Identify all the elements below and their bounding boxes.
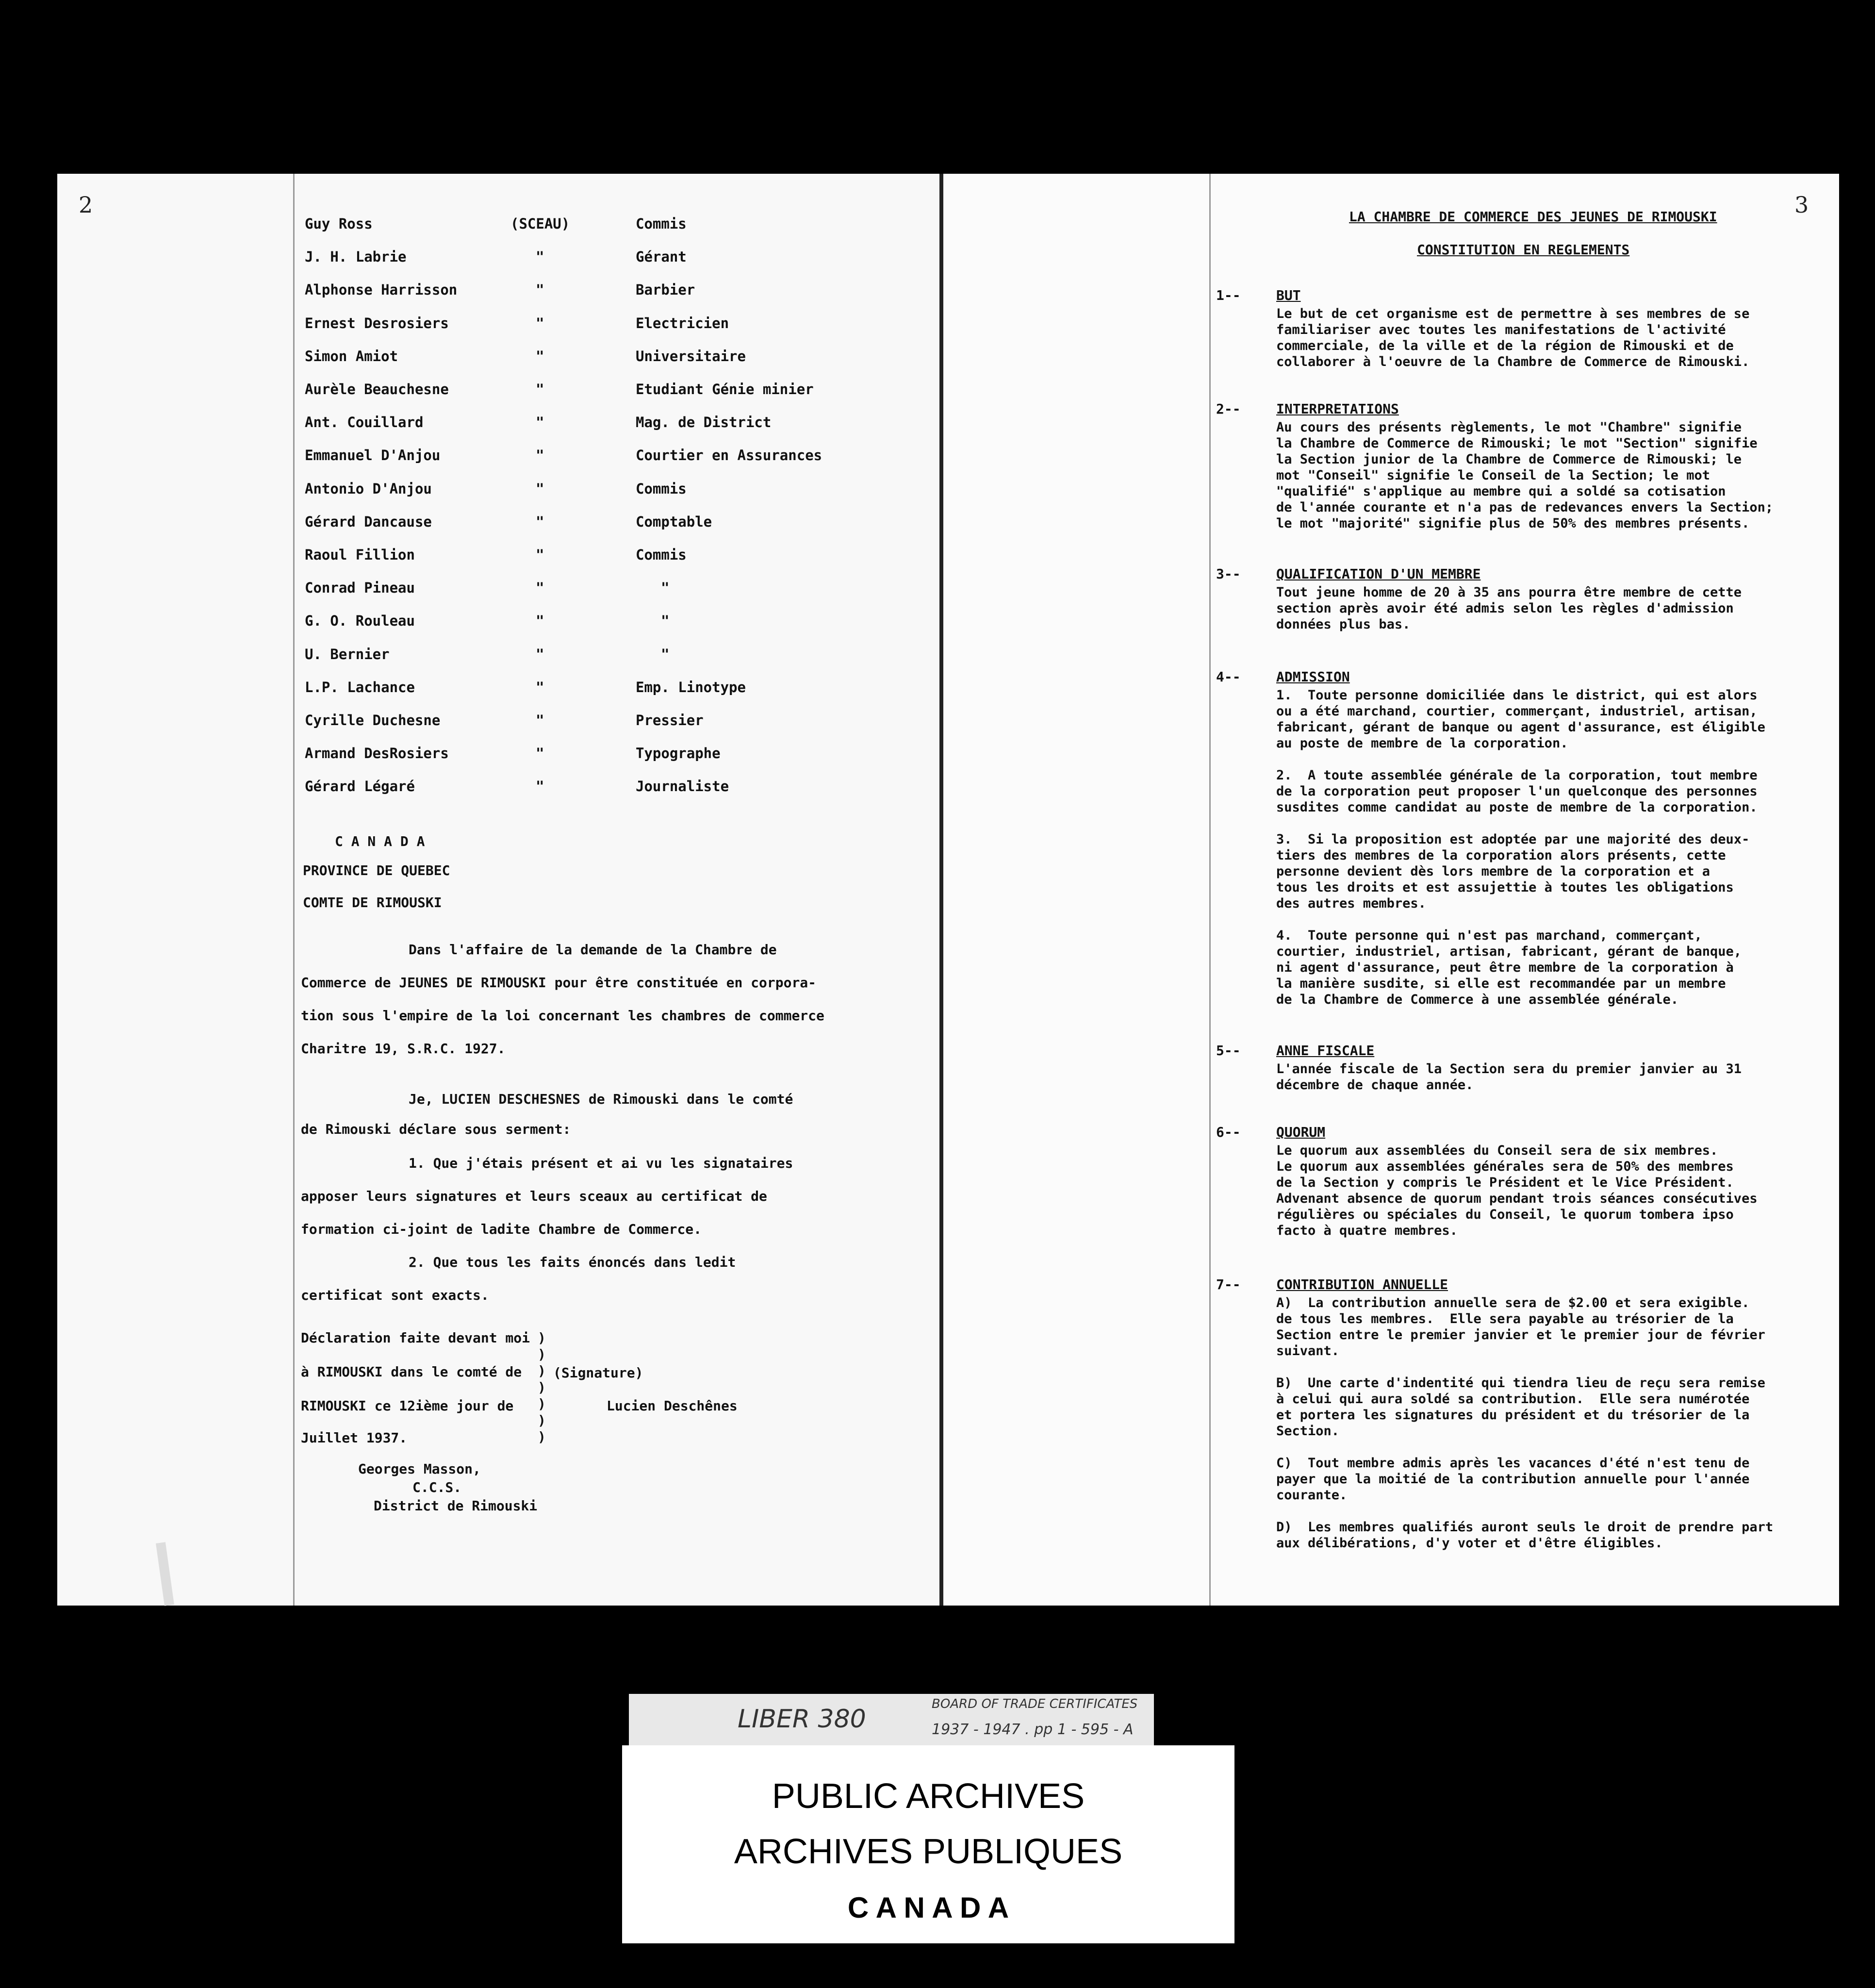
- signatory-occupation: Etudiant Génie minier: [636, 381, 814, 398]
- archive-line-country: C A N A D A: [847, 1891, 1009, 1924]
- section-body: Le but de cet organisme est de permettre à ses membres de se familiariser avec toutes les manifestations de l'activité commerciale, de la ville et de la région de Rimouski et de collaborer à l'oeuvre de la Chambre de Commerce de Rimouski.: [1276, 306, 1750, 369]
- signatory-seal-mark: ": [536, 248, 544, 265]
- declaration-line: 1. Que j'étais présent et ai vu les signataires: [409, 1155, 793, 1171]
- archive-stamp-card: [622, 1745, 1234, 1943]
- signer-name: Lucien Deschênes: [607, 1398, 738, 1414]
- signatory-seal-mark: ": [536, 282, 544, 298]
- commissioner-title: C.C.S.: [412, 1479, 462, 1495]
- signatory-seal-mark: ": [536, 580, 544, 596]
- signatory-occupation: Commis: [636, 215, 687, 232]
- jurisdiction-country: C A N A D A: [335, 833, 425, 849]
- section-number: 1--: [1216, 287, 1241, 303]
- signatory-seal-mark: ": [536, 414, 544, 431]
- document-subtitle: CONSTITUTION EN REGLEMENTS: [1417, 242, 1630, 258]
- signatory-name: Alphonse Harrisson: [305, 282, 458, 298]
- right-margin-line: [1209, 174, 1211, 1606]
- signatory-seal-mark: ": [536, 778, 544, 795]
- signatory-seal-mark: ": [536, 712, 544, 729]
- declaration-line: Commerce de JEUNES DE RIMOUSKI pour être constituée en corpora-: [301, 975, 817, 991]
- page-number-left: 2: [79, 192, 93, 218]
- commissioner-name: Georges Masson,: [358, 1461, 481, 1477]
- liber-number: LIBER 380: [738, 1705, 866, 1734]
- section-number: 5--: [1216, 1043, 1241, 1059]
- declaration-line: Dans l'affaire de la demande de la Chambre de: [409, 942, 777, 958]
- section-heading: ANNE FISCALE: [1276, 1043, 1375, 1059]
- jurisdiction-province: PROVINCE DE QUEBEC: [303, 862, 450, 878]
- signatory-name: Raoul Fillion: [305, 547, 415, 563]
- declaration-line: Charitre 19, S.R.C. 1927.: [301, 1041, 506, 1057]
- section-heading: INTERPRETATIONS: [1276, 401, 1399, 417]
- declaration-line: 2. Que tous les faits énoncés dans ledit: [409, 1254, 736, 1270]
- sworn-line: Déclaration faite devant moi: [301, 1330, 530, 1346]
- section-body: L'année fiscale de la Section sera du premier janvier au 31 décembre de chaque année.: [1276, 1061, 1742, 1093]
- collection-range: 1937 - 1947 . pp 1 - 595 - A: [932, 1721, 1134, 1738]
- signatory-name: Conrad Pineau: [305, 580, 415, 596]
- section-body: 1. Toute personne domiciliée dans le district, qui est alors ou a été marchand, courtier, commerçant, industriel, artisan, fabricant, gérant de banque ou agent d'assurance, est éligible au poste de membre de la corporation. 2. A toute assemblée générale de la corporation, tout membre de la corporation peut proposer l'un quelconque des personnes susdites comme candidat au poste de membre de la corporation. 3. Si la proposition est adoptée par une majorité des deux- tiers des membres de la corporation alors présents, cette personne devient dès lors membre de la corporation et a tous les droits et est assujettie à toutes les obligations des autres membres. 4. Toute personne qui n'est pas marchand, commerçant, courtier, industriel, artisan, fabricant, gérant de banque, ni agent d'assurance, peut être membre de la corporation à la manière susdite, si elle est recommandée par un membre de la Chambre de Commerce à une assemblée générale.: [1276, 688, 1765, 1007]
- signatory-seal-mark: ": [536, 381, 544, 398]
- signatory-name: Simon Amiot: [305, 348, 398, 364]
- signatory-name: Ernest Desrosiers: [305, 315, 449, 331]
- signatory-name: G. O. Rouleau: [305, 613, 415, 629]
- signatory-seal-mark: ": [536, 547, 544, 563]
- signatory-seal-mark: ": [536, 480, 544, 497]
- section-heading: ADMISSION: [1276, 669, 1350, 685]
- book-gutter: [939, 174, 943, 1606]
- signatory-occupation: Emp. Linotype: [636, 679, 746, 696]
- signatory-name: Antonio D'Anjou: [305, 480, 432, 497]
- signatory-seal-mark: ": [536, 745, 544, 762]
- left-margin-line: [293, 174, 295, 1606]
- signatory-occupation: Commis: [636, 547, 687, 563]
- sworn-line: à RIMOUSKI dans le comté de: [301, 1364, 522, 1380]
- section-heading: CONTRIBUTION ANNUELLE: [1276, 1276, 1448, 1292]
- signatory-name: Gérard Dancause: [305, 514, 432, 530]
- signatory-name: Ant. Couillard: [305, 414, 424, 431]
- sworn-brackets: ) ) ) ) ) ) ): [538, 1330, 546, 1445]
- signatory-name: J. H. Labrie: [305, 248, 407, 265]
- declaration-line: Je, LUCIEN DESCHESNES de Rimouski dans le comté: [409, 1091, 793, 1107]
- signatory-occupation: Electricien: [636, 315, 729, 331]
- collection-title: BOARD OF TRADE CERTIFICATES: [932, 1697, 1138, 1711]
- section-body: Au cours des présents règlements, le mot "Chambre" signifie la Chambre de Commerce de Rimouski; le mot "Section" signifie la Section junior de la Chambre de Commerce de Rimouski; le mot "Conseil" signifie le Conseil de la Section; le mot "qualifié" s'applique au membre qui a soldé sa cotisation de l'année courante et n'a pas de redevances envers la Section; le mot "majorité" signifie plus de 50% des membres présents.: [1276, 420, 1774, 531]
- signature-label: (Signature): [553, 1365, 643, 1381]
- signatory-name: Gérard Légaré: [305, 778, 415, 795]
- signatory-occupation: Commis: [636, 480, 687, 497]
- signatory-seal-mark: ": [536, 348, 544, 364]
- declaration-line: apposer leurs signatures et leurs sceaux au certificat de: [301, 1188, 767, 1204]
- jurisdiction-county: COMTE DE RIMOUSKI: [303, 895, 442, 911]
- declaration-line: certificat sont exacts.: [301, 1287, 489, 1303]
- signatory-seal-mark: (SCEAU): [510, 215, 570, 232]
- signatory-name: L.P. Lachance: [305, 679, 415, 696]
- declaration-line: de Rimouski déclare sous serment:: [301, 1121, 571, 1137]
- signatory-occupation: Typographe: [636, 745, 721, 762]
- signatory-seal-mark: ": [536, 679, 544, 696]
- section-number: 7--: [1216, 1276, 1241, 1292]
- section-body: Le quorum aux assemblées du Conseil sera de six membres. Le quorum aux assemblées générales sera de 50% des membres de la Section y compris le Président et le Vice Président. Advenant absence de quorum pendant trois séances consécutives régulières ou spéciales du Conseil, le quorum tombera ipso facto à quatre membres.: [1276, 1143, 1758, 1238]
- section-heading: QUORUM: [1276, 1124, 1326, 1140]
- section-heading: BUT: [1276, 287, 1301, 303]
- signatory-occupation: Mag. de District: [636, 414, 772, 431]
- signatory-occupation: ": [661, 646, 670, 663]
- section-number: 4--: [1216, 669, 1241, 685]
- document-title: LA CHAMBRE DE COMMERCE DES JEUNES DE RIMOUSKI: [1349, 209, 1717, 225]
- signatory-occupation: Universitaire: [636, 348, 746, 364]
- signatory-name: Guy Ross: [305, 215, 373, 232]
- signatory-name: Emmanuel D'Anjou: [305, 447, 441, 464]
- section-number: 6--: [1216, 1124, 1241, 1140]
- signatory-name: U. Bernier: [305, 646, 390, 663]
- signatory-occupation: ": [661, 613, 670, 629]
- section-number: 2--: [1216, 401, 1241, 417]
- signatory-seal-mark: ": [536, 514, 544, 530]
- signatory-seal-mark: ": [536, 315, 544, 331]
- signatory-occupation: ": [661, 580, 670, 596]
- archive-line-fr: ARCHIVES PUBLIQUES: [734, 1832, 1123, 1871]
- section-heading: QUALIFICATION D'UN MEMBRE: [1276, 566, 1481, 582]
- signatory-occupation: Gérant: [636, 248, 687, 265]
- signatory-occupation: Pressier: [636, 712, 704, 729]
- declaration-line: formation ci-joint de ladite Chambre de Commerce.: [301, 1221, 702, 1237]
- page-number-right: 3: [1794, 192, 1809, 218]
- section-body: Tout jeune homme de 20 à 35 ans pourra être membre de cette section après avoir été admis selon les règles d'admission données plus bas.: [1276, 585, 1742, 632]
- commissioner-district: District de Rimouski: [374, 1498, 538, 1514]
- signatory-occupation: Comptable: [636, 514, 712, 530]
- declaration-line: tion sous l'empire de la loi concernant les chambres de commerce: [301, 1008, 824, 1024]
- signatory-name: Aurèle Beauchesne: [305, 381, 449, 398]
- sworn-line: RIMOUSKI ce 12ième jour de: [301, 1398, 514, 1414]
- signatory-name: Cyrille Duchesne: [305, 712, 441, 729]
- section-number: 3--: [1216, 566, 1241, 582]
- signatory-occupation: Courtier en Assurances: [636, 447, 822, 464]
- signatory-seal-mark: ": [536, 447, 544, 464]
- signatory-seal-mark: ": [536, 646, 544, 663]
- archive-line-en: PUBLIC ARCHIVES: [772, 1777, 1085, 1816]
- signatory-name: Armand DesRosiers: [305, 745, 449, 762]
- section-body: A) La contribution annuelle sera de $2.00 et sera exigible. de tous les membres. Elle sera payable au trésorier de la Section entre le premier janvier et le premier jour de février suivant. B) Une carte d'indentité qui tiendra lieu de reçu sera remise à celui qui aura soldé sa contribution. Elle sera numérotée et portera les signatures du président et du trésorier de la Section. C) Tout membre admis après les vacances d'été n'est tenu de payer que la moitié de la contribution annuelle pour l'année courante. D) Les membres qualifiés auront seuls le droit de prendre part aux délibérations, d'y voter et d'être éligibles.: [1276, 1295, 1774, 1551]
- sworn-line: Juillet 1937.: [301, 1430, 408, 1446]
- signatory-seal-mark: ": [536, 613, 544, 629]
- signatory-occupation: Barbier: [636, 282, 695, 298]
- signatory-occupation: Journaliste: [636, 778, 729, 795]
